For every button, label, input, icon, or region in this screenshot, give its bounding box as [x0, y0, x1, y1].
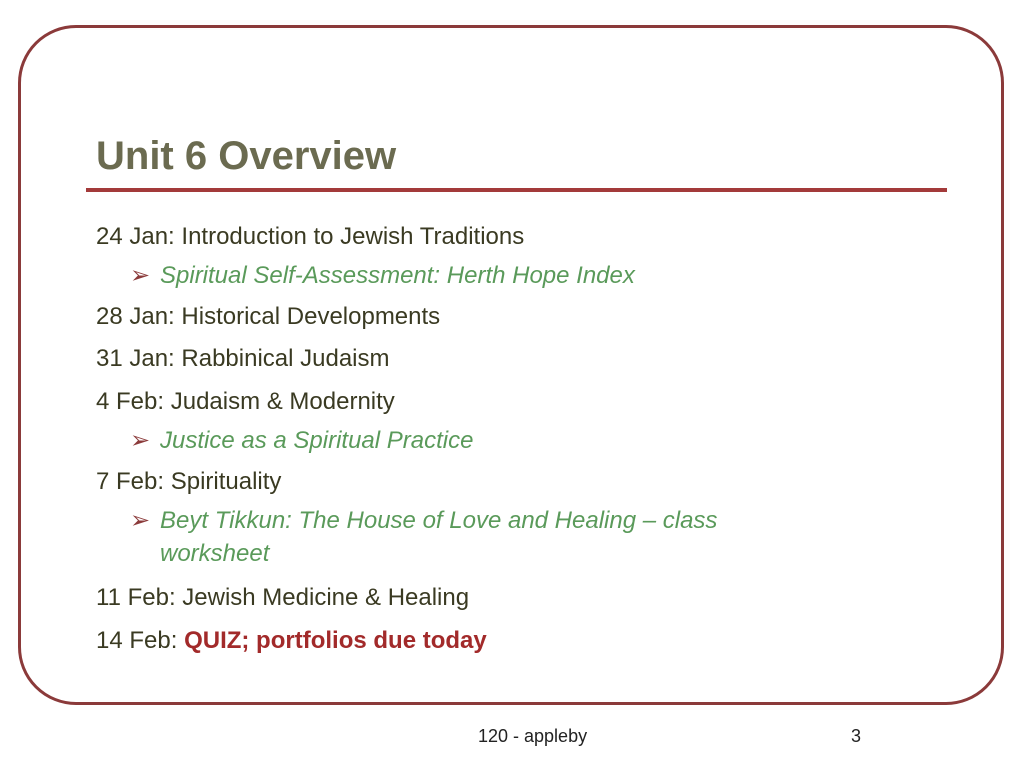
- agenda-item-7-feb: [96, 467, 281, 497]
- page-number: 3: [851, 726, 862, 746]
- agenda-topic: Introduction to Jewish Traditions: [181, 223, 525, 250]
- sub-item-text: Spiritual Self-Assessment: Herth Hope Index: [160, 262, 635, 289]
- agenda-item-28-jan: [96, 302, 440, 332]
- arrow-bullet-icon: ➢: [130, 507, 151, 534]
- agenda-date: 28 Jan:: [96, 303, 175, 330]
- quiz-highlight: QUIZ; portfolios due today: [184, 627, 487, 654]
- agenda-date: 31 Jan:: [96, 345, 175, 372]
- agenda-item-24-jan: [96, 222, 524, 252]
- sub-item-beyt-tikkun: [130, 504, 717, 570]
- agenda-date: 11 Feb:: [96, 584, 176, 611]
- agenda-topic: Rabbinical Judaism: [181, 345, 390, 372]
- agenda-topic: Spirituality: [170, 468, 282, 495]
- agenda-date: 7 Feb:: [96, 468, 165, 495]
- agenda-topic: Historical Developments: [181, 303, 441, 330]
- agenda-date: 14 Feb:: [96, 627, 178, 654]
- agenda-item-11-feb: [96, 583, 469, 613]
- sub-item-herth-hope-index: [130, 259, 635, 292]
- agenda-item-31-jan: [96, 344, 390, 374]
- arrow-bullet-icon: ➢: [130, 427, 151, 454]
- agenda-date: 24 Jan:: [96, 223, 175, 250]
- agenda-date: 4 Feb:: [96, 388, 165, 415]
- footer-course-label: 120 - appleby: [478, 726, 588, 746]
- title-divider: [86, 188, 947, 192]
- sub-item-text-continued: worksheet: [160, 540, 270, 567]
- slide-title: Unit 6 Overview: [96, 134, 397, 178]
- agenda-topic: Jewish Medicine & Healing: [182, 584, 470, 611]
- arrow-bullet-icon: ➢: [130, 262, 151, 289]
- sub-item-text: Beyt Tikkun: The House of Love and Healing – class: [160, 507, 718, 534]
- sub-item-text: Justice as a Spiritual Practice: [160, 427, 474, 454]
- agenda-item-4-feb: [96, 387, 395, 417]
- agenda-topic: Judaism & Modernity: [170, 388, 395, 415]
- agenda-item-14-feb: [96, 626, 487, 656]
- sub-item-justice-practice: [130, 424, 473, 457]
